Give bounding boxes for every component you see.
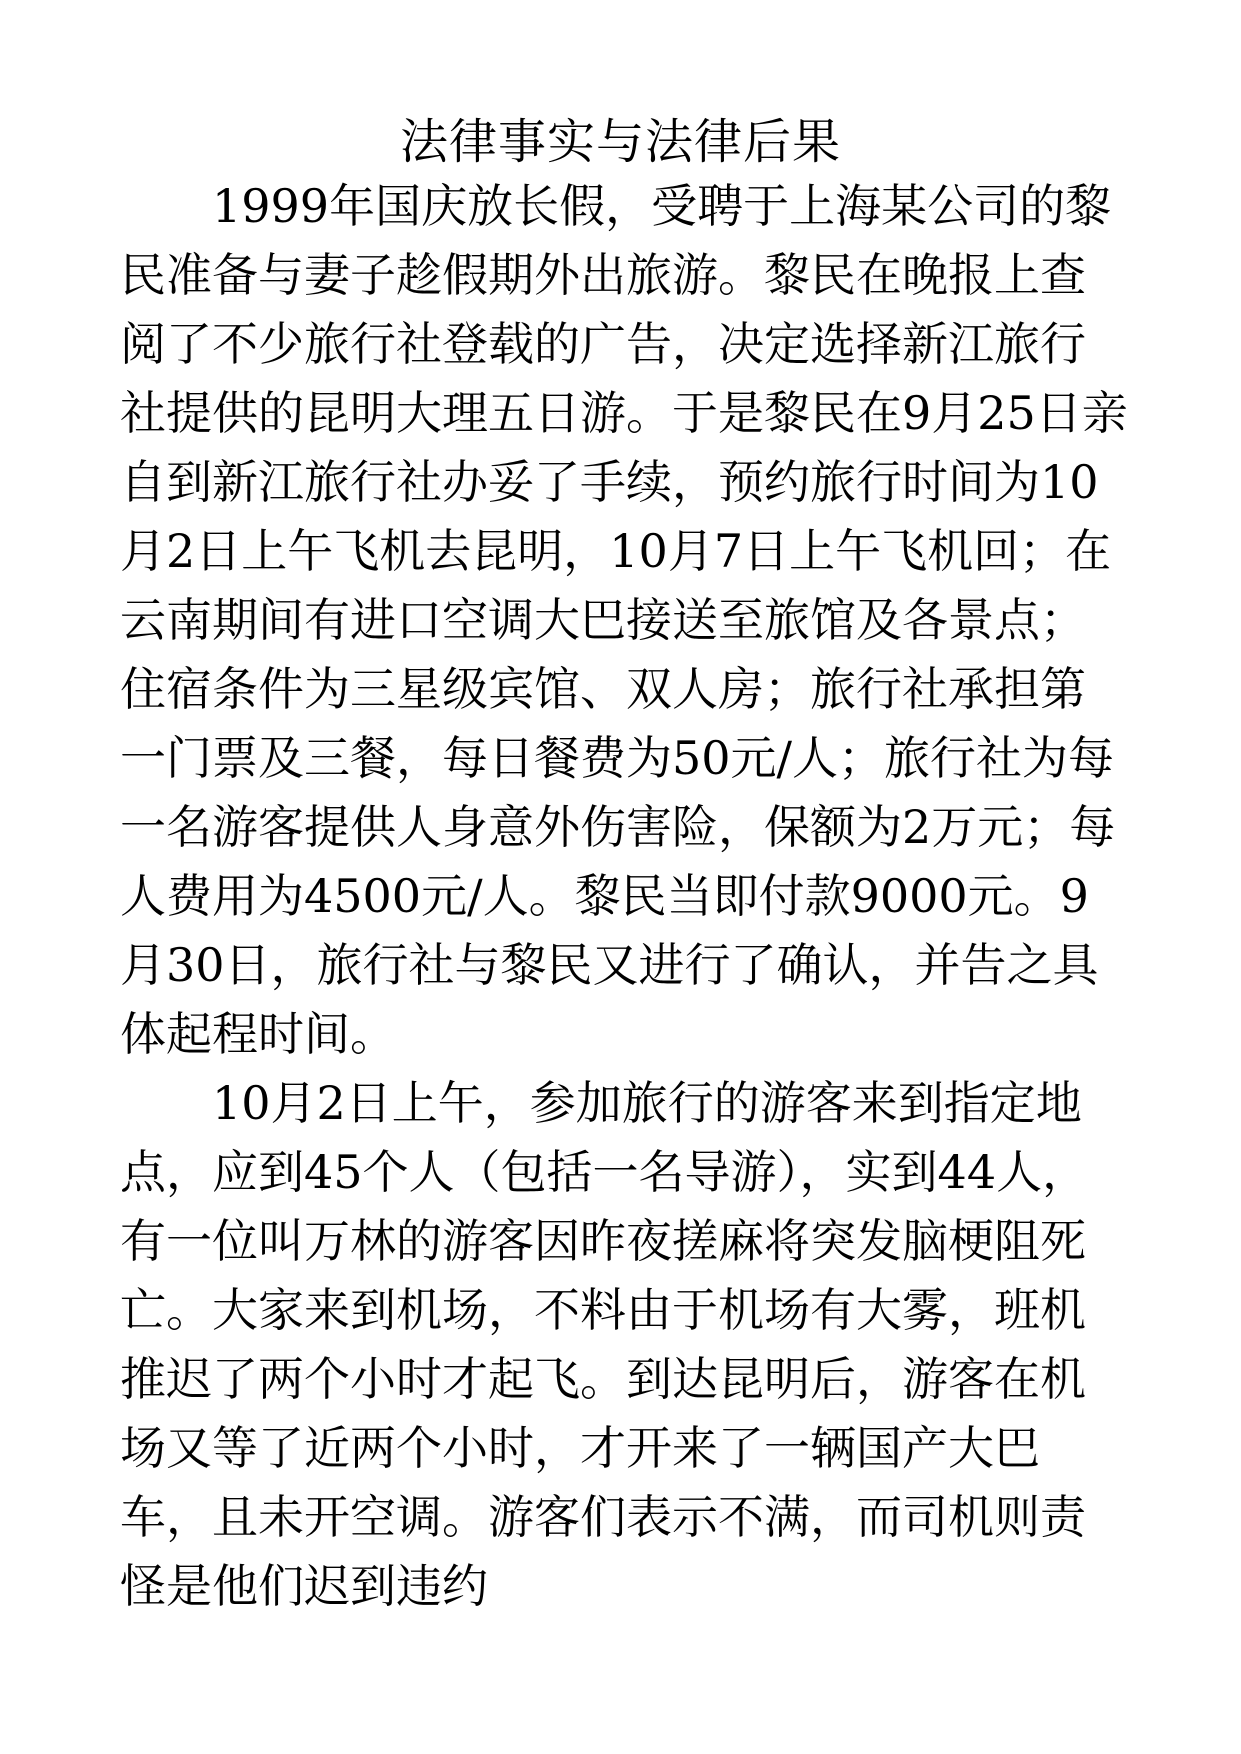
text-line: 客提供人身意外伤害险，保额为2万元；每人 <box>120 800 1116 923</box>
text-line: 黎民在9月25日亲自到新江旅行社办妥了手续 <box>120 386 1128 509</box>
text-line: 脑梗阻死亡。大家来到机场，不料由于机场 <box>120 1214 1086 1337</box>
document-title: 法律事实与法律后果 <box>399 114 841 170</box>
text-line: 择新江旅行社提供的昆明大理五日游。于是 <box>120 317 1086 440</box>
text-line: 费用为4500元/人。黎民当即付款9000元。9 <box>166 869 1089 923</box>
text-line: 报上查阅了不少旅行社登载的广告，决定选 <box>120 248 1086 371</box>
text-line: 1999年国庆放长假，受聘于上海某公司的 <box>212 179 1066 233</box>
text-line: 地点，应到45个人（包括一名导游），实到4 <box>120 1076 1082 1199</box>
text-line: ，预约旅行时间为10月2日上午飞机去昆明， <box>120 455 1099 578</box>
text-line: 开来了一辆国产大巴车，且未开空调。游客 <box>120 1421 1040 1544</box>
text-line: 级宾馆、双人房；旅行社承担第一门票及三 <box>120 662 1086 785</box>
text-line: 4人，有一位叫万林的游客因昨夜搓麻将突发 <box>120 1145 1089 1268</box>
text-line: 之具体起程时间。 <box>120 938 1099 1061</box>
text-line: 们表示不满，而司机则责怪是他们迟到违约 <box>120 1490 1086 1613</box>
paragraph-1 <box>120 172 1130 1069</box>
text-line: 大巴接送至旅馆及各景点；住宿条件为三星 <box>120 593 1086 716</box>
text-line: 黎民准备与妻子趁假期外出旅游。黎民在晚 <box>120 179 1112 302</box>
paragraph-2 <box>120 1069 1130 1621</box>
document-body <box>120 172 1130 1621</box>
text-line: 10月2日上午，参加旅行的游客来到指定 <box>212 1076 1036 1130</box>
text-line: 有大雾，班机推迟了两个小时才起飞。到达 <box>120 1283 1086 1406</box>
text-line: 餐，每日餐费为50元/人；旅行社为每一名游 <box>120 731 1115 854</box>
text-line: 昆明后，游客在机场又等了近两个小时，才 <box>120 1352 1086 1475</box>
text-line: 月30日，旅行社与黎民又进行了确认，并告 <box>120 938 1007 992</box>
text-line: 10月7日上午飞机回；在云南期间有进口空调 <box>120 524 1112 647</box>
